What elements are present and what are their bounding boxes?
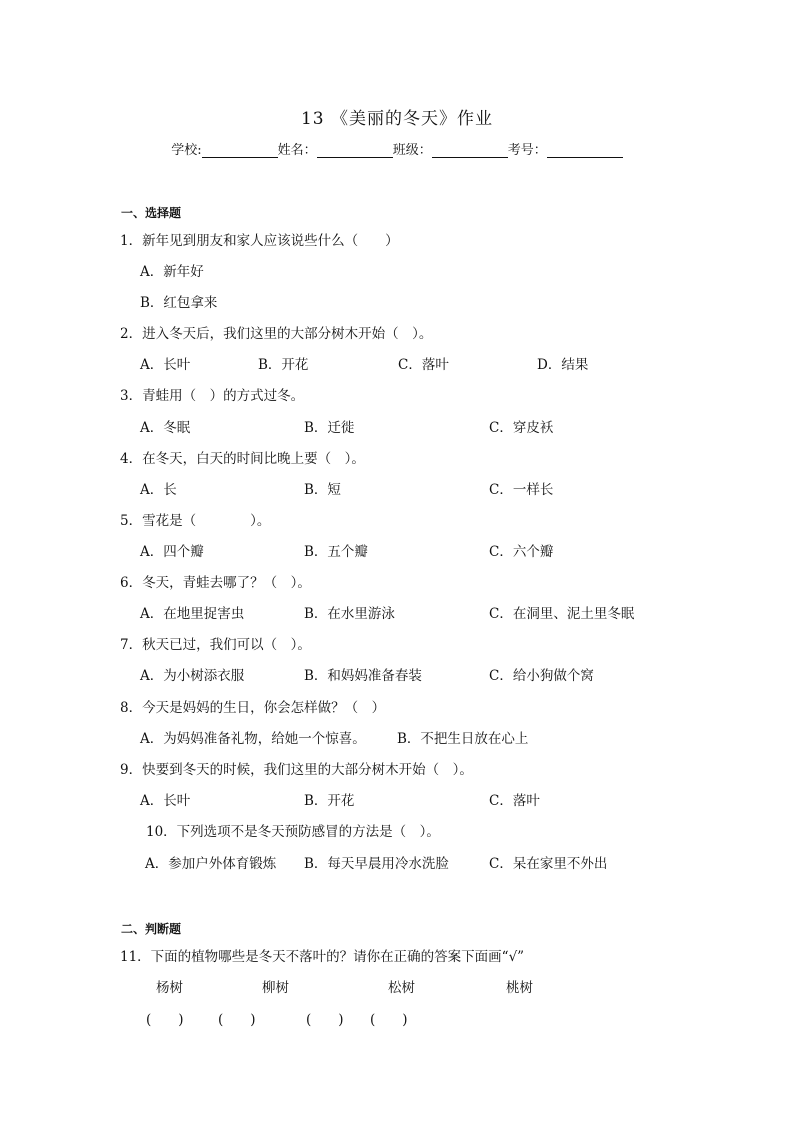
question-8: 8．今天是妈妈的生日，你会怎样做？（ ） bbox=[120, 700, 386, 716]
q5-option-a[interactable]: A．四个瓣 bbox=[140, 544, 204, 560]
school-blank[interactable] bbox=[202, 145, 278, 158]
q6-option-c[interactable]: C．在洞里、泥土里冬眠 bbox=[489, 606, 635, 622]
answer-paren-willow[interactable]: ( ) bbox=[218, 1012, 256, 1028]
q6-option-b[interactable]: B．在水里游泳 bbox=[304, 606, 395, 622]
question-1: 1．新年见到朋友和家人应该说些什么（ ） bbox=[120, 233, 399, 249]
answer-paren-pine[interactable]: ( ) bbox=[306, 1012, 344, 1028]
q8-option-a[interactable]: A．为妈妈准备礼物，给她一个惊喜。 bbox=[140, 731, 366, 747]
q2-option-c[interactable]: C．落叶 bbox=[398, 357, 449, 373]
q5-option-b[interactable]: B．五个瓣 bbox=[304, 544, 368, 560]
document-title: 13 《美丽的冬天》作业 bbox=[300, 109, 494, 129]
student-info-line bbox=[0, 139, 794, 158]
q2-option-b[interactable]: B．开花 bbox=[258, 357, 309, 373]
question-10: 10．下列选项不是冬天预防感冒的方法是（ ）。 bbox=[146, 824, 440, 840]
class-label: 班级： bbox=[392, 143, 432, 158]
class-blank[interactable] bbox=[432, 145, 508, 158]
answer-paren-poplar[interactable]: ( ) bbox=[146, 1012, 184, 1028]
q3-option-a[interactable]: A．冬眠 bbox=[140, 420, 191, 436]
q1-option-a[interactable]: A．新年好 bbox=[140, 264, 204, 280]
question-11: 11．下面的植物哪些是冬天不落叶的？请你在正确的答案下面画“√” bbox=[120, 949, 525, 965]
answer-paren-peach[interactable]: ( ) bbox=[370, 1012, 408, 1028]
q9-option-a[interactable]: A．长叶 bbox=[140, 793, 191, 809]
section-judge-heading: 二、判断题 bbox=[121, 922, 182, 936]
q4-option-a[interactable]: A．长 bbox=[140, 482, 177, 498]
number-blank[interactable] bbox=[547, 145, 623, 158]
name-label: 姓名： bbox=[277, 143, 317, 158]
q9-option-b[interactable]: B．开花 bbox=[304, 793, 355, 809]
school-label: 学校: bbox=[171, 143, 202, 158]
name-blank[interactable] bbox=[317, 145, 393, 158]
q8-option-b[interactable]: B．不把生日放在心上 bbox=[397, 731, 529, 747]
section-choice-heading: 一、选择题 bbox=[121, 206, 182, 220]
q10-option-c[interactable]: C．呆在家里不外出 bbox=[489, 856, 608, 872]
q10-option-a[interactable]: A．参加户外体育锻炼 bbox=[145, 856, 277, 872]
q6-option-a[interactable]: A．在地里捉害虫 bbox=[140, 606, 245, 622]
question-6: 6．冬天，青蛙去哪了？（ ）。 bbox=[120, 575, 311, 591]
q9-option-c[interactable]: C．落叶 bbox=[489, 793, 540, 809]
q5-option-c[interactable]: C．六个瓣 bbox=[489, 544, 554, 560]
q3-option-c[interactable]: C．穿皮袄 bbox=[489, 420, 554, 436]
tree-label-peach: 桃树 bbox=[506, 980, 533, 996]
q2-option-d[interactable]: D．结果 bbox=[537, 357, 589, 373]
q7-option-c[interactable]: C．给小狗做个窝 bbox=[489, 668, 594, 684]
q7-option-b[interactable]: B．和妈妈准备春装 bbox=[304, 668, 422, 684]
q2-option-a[interactable]: A．长叶 bbox=[140, 357, 191, 373]
q7-option-a[interactable]: A．为小树添衣服 bbox=[140, 668, 245, 684]
q10-option-b[interactable]: B．每天早晨用冷水洗脸 bbox=[304, 856, 449, 872]
tree-label-pine: 松树 bbox=[388, 980, 415, 996]
question-5: 5．雪花是（ ）。 bbox=[120, 513, 271, 529]
q1-option-b[interactable]: B．红包拿来 bbox=[140, 295, 218, 311]
question-4: 4．在冬天，白天的时间比晚上要（ ）。 bbox=[120, 451, 365, 467]
q4-option-b[interactable]: B．短 bbox=[304, 482, 341, 498]
q3-option-b[interactable]: B．迁徙 bbox=[304, 420, 355, 436]
tree-label-willow: 柳树 bbox=[262, 980, 289, 996]
number-label: 考号： bbox=[507, 143, 547, 158]
q4-option-c[interactable]: C．一样长 bbox=[489, 482, 554, 498]
question-3: 3．青蛙用（ ）的方式过冬。 bbox=[120, 388, 305, 404]
question-9: 9．快要到冬天的时候，我们这里的大部分树木开始（ ）。 bbox=[120, 762, 473, 778]
question-2: 2．进入冬天后，我们这里的大部分树木开始（ ）。 bbox=[120, 326, 433, 342]
question-7: 7．秋天已过，我们可以（ ）。 bbox=[120, 637, 311, 653]
tree-label-poplar: 杨树 bbox=[156, 980, 183, 996]
